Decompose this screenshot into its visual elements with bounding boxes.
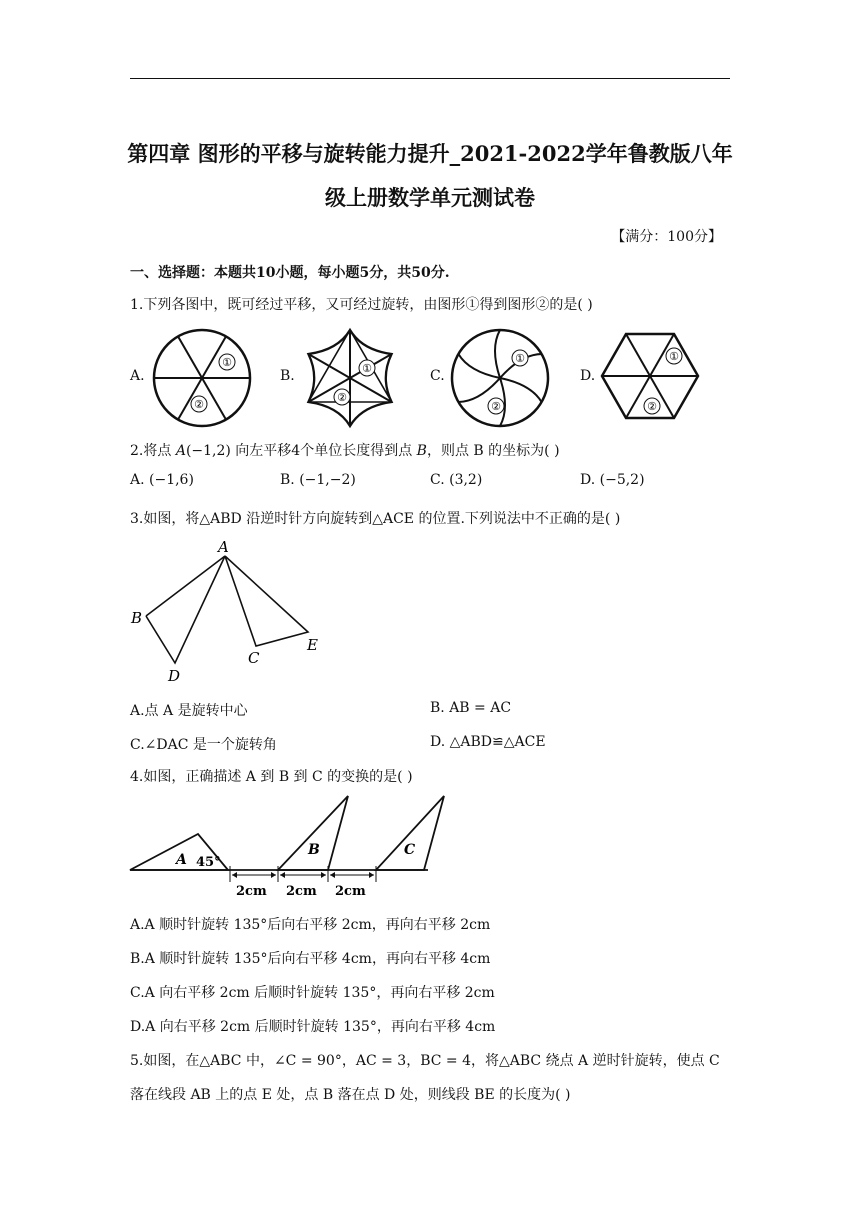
q4-stem: 4.如图，正确描述 A 到 B 到 C 的变换的是( ) — [130, 769, 413, 785]
q1-a-mark1: ① — [222, 356, 232, 369]
q4-option-b: B.A 顺时针旋转 135°后向右平移 4cm，再向右平移 4cm — [130, 951, 491, 967]
q3-label-a: A — [218, 538, 229, 556]
q2-option-a: A. (−1,6) — [130, 472, 194, 488]
q2-option-c: C. (3,2) — [430, 472, 483, 488]
q5-stem-line2: 落在线段 AB 上的点 E 处，点 B 落在点 D 处，则线段 BE 的长度为( ) — [130, 1087, 571, 1103]
q1-figure-c — [448, 326, 552, 430]
q1-d-mark1: ① — [669, 350, 679, 363]
section-heading: 一、选择题：本题共10小题，每小题5分，共50分. — [130, 265, 450, 281]
q1-figure-b — [296, 326, 404, 430]
q1-b-mark1: ① — [362, 362, 372, 375]
q3-option-a: A.点 A 是旋转中心 — [130, 703, 248, 719]
q3-figure — [125, 536, 335, 686]
q3-stem: 3.如图，将△ABD 沿逆时针方向旋转到△ACE 的位置.下列说法中不正确的是( ) — [130, 511, 621, 527]
q3-option-c: C.∠DAC 是一个旋转角 — [130, 737, 277, 753]
q3-label-d: D — [168, 667, 181, 685]
q4-option-c: C.A 向右平移 2cm 后顺时针旋转 135°，再向右平移 2cm — [130, 985, 495, 1001]
q1-figure-d — [598, 326, 702, 426]
page-title-line1: 第四章 图形的平移与旋转能力提升_2021-2022学年鲁教版八年 — [127, 141, 733, 166]
q4-option-d: D.A 向右平移 2cm 后顺时针旋转 135°，再向右平移 4cm — [130, 1019, 496, 1035]
q4-dist-3: 2cm — [335, 884, 366, 899]
q4-angle-label: 45° — [196, 855, 221, 870]
q4-label-c: C — [404, 842, 416, 858]
q1-option-b-label: B. — [280, 368, 295, 384]
q4-label-b: B — [308, 842, 320, 858]
q4-dist-1: 2cm — [236, 884, 267, 899]
q2-stem: 2.将点 A(−1,2) 向左平移4个单位长度得到点 B，则点 B 的坐标为( ) — [130, 443, 560, 459]
q4-dist-2: 2cm — [286, 884, 317, 899]
q3-label-b: B — [131, 609, 143, 627]
q1-stem: 1.下列各图中，既可经过平移，又可经过旋转，由图形①得到图形②的是( ) — [130, 297, 593, 313]
page-title-line2: 级上册数学单元测试卷 — [325, 185, 535, 210]
q2-option-b: B. (−1,−2) — [280, 472, 356, 488]
q1-option-d-label: D. — [580, 368, 596, 384]
score-label: 【满分：100分】 — [611, 229, 722, 245]
q1-c-mark2: ② — [491, 400, 501, 413]
q3-option-d: D. △ABD≌△ACE — [430, 734, 546, 750]
q4-label-a: A — [176, 852, 187, 868]
q1-b-mark2: ② — [337, 391, 347, 404]
q3-option-b: B. AB = AC — [430, 700, 512, 716]
header-rule — [130, 78, 730, 79]
q4-option-a: A.A 顺时针旋转 135°后向右平移 2cm，再向右平移 2cm — [130, 917, 491, 933]
q3-label-c: C — [248, 649, 260, 667]
q1-a-mark2: ② — [194, 398, 204, 411]
q2-option-d: D. (−5,2) — [580, 472, 645, 488]
q5-stem-line1: 5.如图，在△ABC 中，∠C = 90°，AC = 3，BC = 4，将△ABC 绕点 A 逆时针旋转，使点 C — [130, 1053, 720, 1069]
q3-label-e: E — [307, 636, 318, 654]
q1-option-a-label: A. — [130, 368, 145, 384]
q1-c-mark1: ① — [515, 352, 525, 365]
q1-d-mark2: ② — [647, 400, 657, 413]
q1-option-c-label: C. — [430, 368, 445, 384]
q4-figure — [128, 792, 458, 902]
q1-figure-a — [150, 326, 254, 430]
